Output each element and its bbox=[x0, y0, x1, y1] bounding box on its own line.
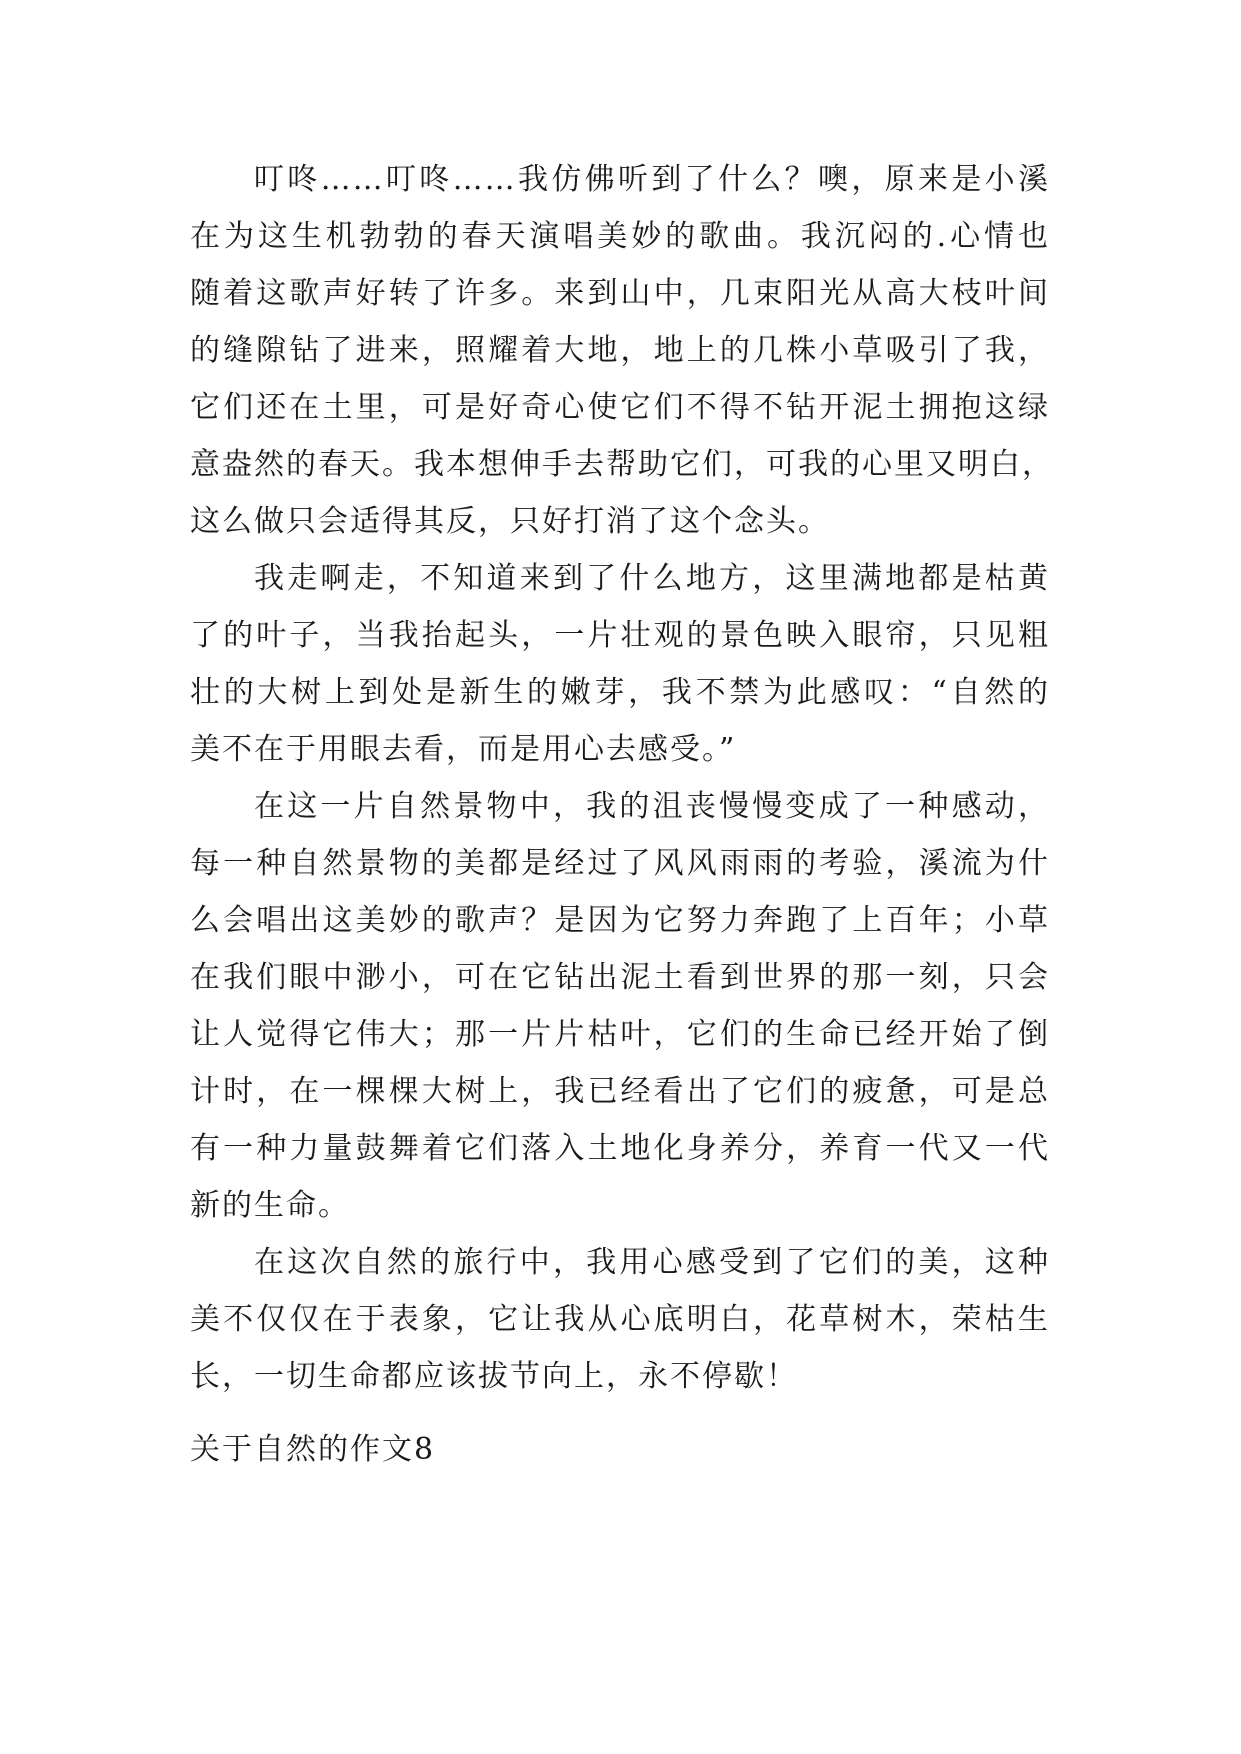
paragraph-2-line-4: 美不在于用眼去看，而是用心去感受。” bbox=[190, 732, 737, 767]
paragraph-3-line-8: 新的生命。 bbox=[190, 1188, 350, 1223]
paragraph-1-line-1: 叮咚……叮咚……我仿佛听到了什么？噢，原来是小溪 bbox=[254, 162, 1050, 197]
next-essay-heading: 关于自然的作文8 bbox=[190, 1432, 436, 1467]
paragraph-1-line-7: 这么做只会适得其反，只好打消了这个念头。 bbox=[190, 504, 830, 539]
paragraph-3-line-2: 每一种自然景物的美都是经过了风风雨雨的考验，溪流为什 bbox=[190, 846, 1050, 881]
paragraph-3-line-1: 在这一片自然景物中，我的沮丧慢慢变成了一种感动， bbox=[254, 789, 1050, 824]
paragraph-2-line-1: 我走啊走，不知道来到了什么地方，这里满地都是枯黄 bbox=[254, 561, 1050, 596]
paragraph-1-line-5: 它们还在土里，可是好奇心使它们不得不钻开泥土拥抱这绿 bbox=[190, 390, 1050, 425]
paragraph-1-line-3: 随着这歌声好转了许多。来到山中，几束阳光从高大枝叶间 bbox=[190, 276, 1050, 311]
paragraph-1-line-4: 的缝隙钻了进来，照耀着大地，地上的几株小草吸引了我， bbox=[190, 333, 1050, 368]
paragraph-3-line-4: 在我们眼中渺小，可在它钻出泥土看到世界的那一刻，只会 bbox=[190, 960, 1050, 995]
paragraph-3-line-7: 有一种力量鼓舞着它们落入土地化身养分，养育一代又一代 bbox=[190, 1131, 1050, 1166]
paragraph-4-line-2: 美不仅仅在于表象，它让我从心底明白，花草树木，荣枯生 bbox=[190, 1302, 1050, 1337]
paragraph-4-line-3: 长，一切生命都应该拔节向上，永不停歇！ bbox=[190, 1359, 798, 1394]
paragraph-3-line-3: 么会唱出这美妙的歌声？是因为它努力奔跑了上百年；小草 bbox=[190, 903, 1050, 938]
paragraph-2-line-3: 壮的大树上到处是新生的嫩芽，我不禁为此感叹：“自然的 bbox=[190, 675, 1050, 710]
paragraph-3-line-6: 计时，在一棵棵大树上，我已经看出了它们的疲惫，可是总 bbox=[190, 1074, 1050, 1109]
paragraph-3-line-5: 让人觉得它伟大；那一片片枯叶，它们的生命已经开始了倒 bbox=[190, 1017, 1050, 1052]
paragraph-1-line-2: 在为这生机勃勃的春天演唱美妙的歌曲。我沉闷的.心情也 bbox=[190, 219, 1050, 254]
paragraph-4-line-1: 在这次自然的旅行中，我用心感受到了它们的美，这种 bbox=[254, 1245, 1050, 1280]
paragraph-1-line-6: 意盎然的春天。我本想伸手去帮助它们，可我的心里又明白， bbox=[190, 447, 1054, 482]
paragraph-2-line-2: 了的叶子，当我抬起头，一片壮观的景色映入眼帘，只见粗 bbox=[190, 618, 1050, 653]
